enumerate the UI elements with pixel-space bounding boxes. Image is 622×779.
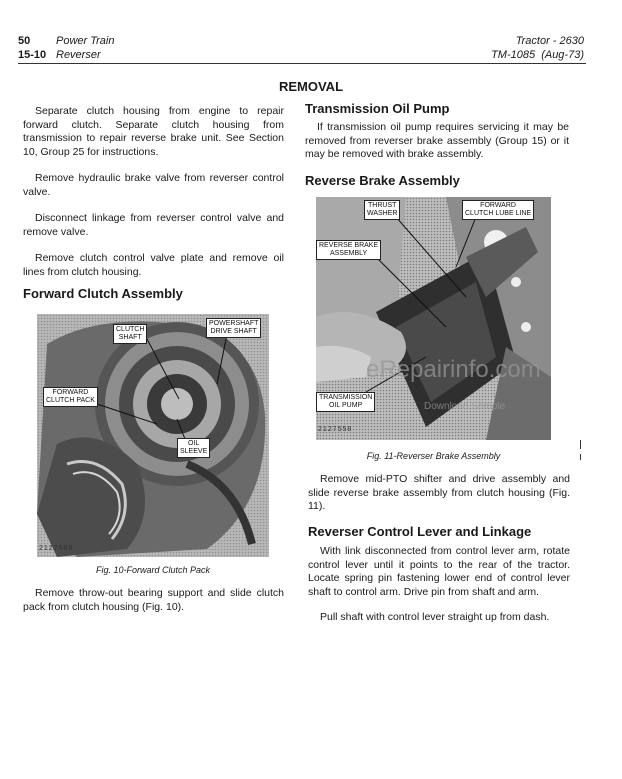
tractor-model: Tractor - 2630 — [515, 35, 584, 47]
watermark-subtext: Download Sample — [424, 401, 506, 412]
heading-forward-clutch: Forward Clutch Assembly — [23, 286, 183, 301]
paragraph: Remove hydraulic brake valve from reverser control valve. — [23, 172, 284, 198]
left-bottom-text — [23, 587, 284, 614]
callout-reverse-brake-assembly: REVERSE BRAKE ASSEMBLY — [316, 240, 381, 260]
callout-forward-clutch-pack: FORWARD CLUTCH PACK — [43, 387, 98, 407]
change-bar — [580, 454, 581, 460]
heading-transmission-oil-pump: Transmission Oil Pump — [305, 101, 450, 116]
figure-forward-clutch-pack — [37, 314, 269, 557]
figure-code: 2127588 — [39, 545, 74, 552]
caption-fig-10: Fig. 10-Forward Clutch Pack — [95, 565, 211, 575]
paragraph: With link disconnected from control lever arm, rotate control lever until it points to the rear of the tractor. Locate spring pin fastening lower end of control lever shaft to control arm. Drive pin from shaft and arm. — [308, 545, 570, 598]
paragraph: If transmission oil pump requires servicing it may be removed from reverser brake assembly (Group 15) or it may be removed with brake assembly. — [305, 121, 569, 160]
brake-removal-text — [308, 473, 570, 514]
callout-forward-clutch-lube-line: FORWARD CLUTCH LUBE LINE — [462, 200, 534, 220]
heading-reverser-control-lever: Reverser Control Lever and Linkage — [308, 524, 532, 539]
section-title: Power Train — [56, 35, 115, 47]
manual-id: TM-1085 (Aug-73) — [491, 49, 584, 61]
callout-transmission-oil-pump: TRANSMISSION OIL PUMP — [316, 392, 375, 412]
paragraph: Disconnect linkage from reverser control valve and remove valve. — [23, 212, 284, 238]
paragraph: Remove mid-PTO shifter and drive assembly and slide reverse brake assembly from clutch housing (Fig. 11). — [308, 473, 570, 512]
pump-text — [305, 121, 569, 162]
callout-powershaft-drive-shaft: POWERSHAFT DRIVE SHAFT — [206, 318, 261, 338]
figure-code: 2127558 — [318, 426, 353, 433]
page-header-left — [18, 34, 114, 62]
paragraph: Pull shaft with control lever straight up from dash. — [320, 611, 550, 623]
group-title: Reverser — [56, 49, 101, 61]
callout-clutch-shaft: CLUTCH SHAFT — [113, 324, 147, 344]
heading-reverse-brake-assembly: Reverse Brake Assembly — [305, 173, 460, 188]
page-header-right — [491, 34, 584, 62]
paragraph: Remove throw-out bearing support and slide clutch pack from clutch housing (Fig. 10). — [23, 587, 284, 613]
paragraph: Remove clutch control valve plate and remove oil lines from clutch housing. — [23, 252, 284, 278]
lever-text — [308, 545, 570, 625]
caption-fig-11: Fig. 11-Reverser Brake Assembly — [366, 451, 501, 461]
change-bar — [580, 440, 581, 449]
paragraph: Separate clutch housing from engine to repair forward clutch. Separate clutch housing from transmission to repair reverse brake unit. See Section 10, Group 25 for instructions. — [23, 105, 284, 158]
header-rule — [18, 63, 586, 64]
callout-thrust-washer: THRUST WASHER — [364, 200, 400, 220]
left-column-text — [23, 105, 284, 279]
watermark-logo: eRepairinfo.com — [366, 356, 541, 383]
page-number: 50 — [18, 35, 31, 47]
page-title: REMOVAL — [278, 79, 344, 94]
group-number: 15-10 — [18, 49, 47, 61]
callout-oil-sleeve: OIL SLEEVE — [177, 438, 210, 458]
forward-clutch-photo — [37, 314, 269, 557]
